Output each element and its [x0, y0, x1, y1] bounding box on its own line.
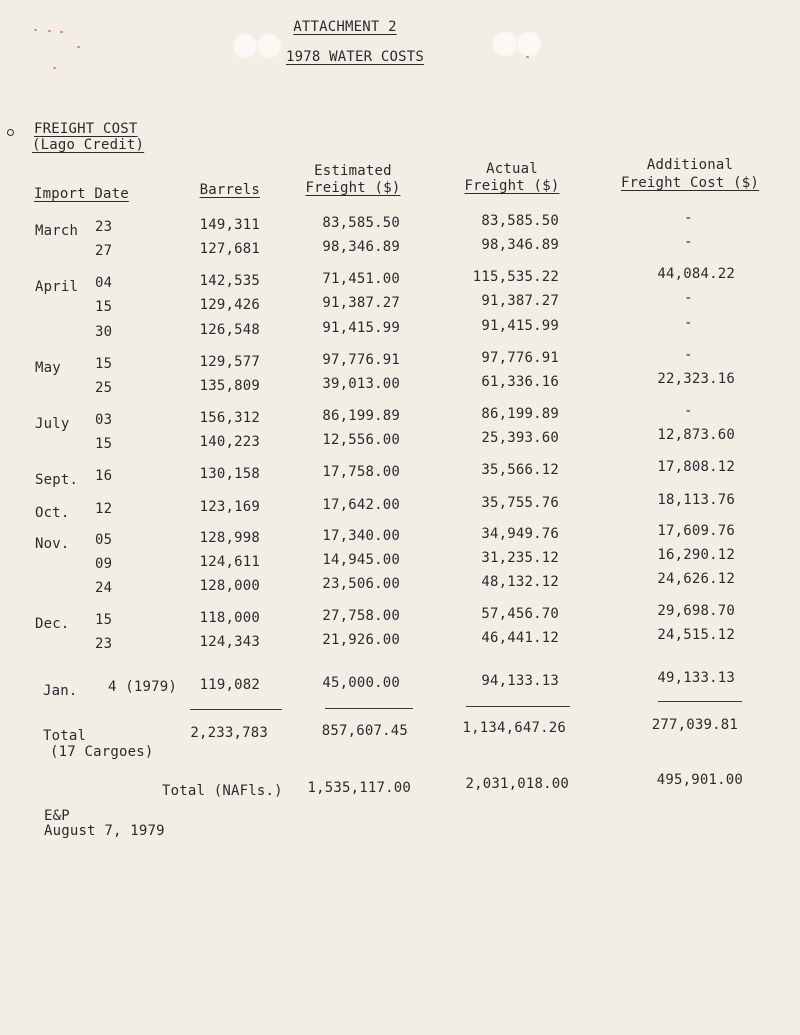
total-estimated: 857,607.45 — [321, 723, 408, 739]
cell-barrels: 127,681 — [199, 241, 260, 257]
cell-additional: 12,873.60 — [657, 427, 735, 443]
bullet-icon — [7, 129, 14, 136]
cell-month: Oct. — [35, 505, 70, 521]
cell-barrels: 140,223 — [199, 434, 260, 450]
attachment-label: ATTACHMENT 2 — [293, 19, 397, 35]
cell-actual: 94,133.13 — [481, 673, 559, 689]
total-rule — [466, 706, 570, 707]
total-actual: 1,134,647.26 — [462, 720, 566, 736]
punch-hole — [492, 31, 518, 57]
cell-estimated: 27,758.00 — [322, 608, 400, 624]
cell-actual: 34,949.76 — [481, 526, 559, 542]
cell-barrels: 126,548 — [199, 322, 260, 338]
total-rule — [325, 708, 413, 709]
punch-hole — [232, 33, 258, 59]
cell-month: Jan. — [43, 683, 78, 699]
total-rule — [190, 709, 282, 710]
total-additional: 277,039.81 — [651, 717, 738, 733]
cell-additional: - — [684, 290, 693, 306]
cell-estimated: 83,585.50 — [322, 215, 400, 231]
cell-month: Dec. — [35, 616, 70, 632]
stain-mark — [34, 29, 37, 31]
punch-hole — [516, 31, 542, 57]
cell-actual: 98,346.89 — [481, 237, 559, 253]
cell-actual: 97,776.91 — [481, 350, 559, 366]
cell-day: 16 — [95, 468, 113, 484]
col-header-actual-l2: Freight ($) — [464, 178, 560, 194]
cell-actual: 61,336.16 — [481, 374, 559, 390]
cell-additional: - — [684, 210, 693, 226]
cell-day: 24 — [95, 580, 113, 596]
cell-day: 04 — [95, 275, 113, 291]
cell-day: 05 — [95, 532, 113, 548]
cell-additional: 17,808.12 — [657, 459, 735, 475]
cell-day: 27 — [95, 243, 113, 259]
cell-day: 15 — [95, 612, 113, 628]
cell-actual: 83,585.50 — [481, 213, 559, 229]
cell-estimated: 91,387.27 — [322, 295, 400, 311]
cell-estimated: 86,199.89 — [322, 408, 400, 424]
cell-additional: 49,133.13 — [657, 670, 735, 686]
cell-estimated: 17,340.00 — [322, 528, 400, 544]
cell-day: 03 — [95, 412, 113, 428]
cell-barrels: 119,082 — [199, 677, 260, 693]
cell-additional: 17,609.76 — [657, 523, 735, 539]
cell-actual: 91,387.27 — [481, 293, 559, 309]
col-header-import-date: Import Date — [34, 186, 129, 202]
section-title: FREIGHT COST — [34, 121, 138, 137]
cell-barrels: 156,312 — [199, 410, 260, 426]
cell-actual: 46,441.12 — [481, 630, 559, 646]
cell-additional: 18,113.76 — [657, 492, 735, 508]
stain-mark — [60, 31, 63, 33]
cell-estimated: 21,926.00 — [322, 632, 400, 648]
cell-additional: 16,290.12 — [657, 547, 735, 563]
cell-additional: 24,515.12 — [657, 627, 735, 643]
total-nafl-label: Total (NAFls.) — [162, 783, 283, 799]
cell-month: Nov. — [35, 536, 70, 552]
cell-month: March — [35, 223, 79, 239]
cell-month: May — [35, 360, 61, 376]
cell-additional: 22,323.16 — [657, 371, 735, 387]
cell-actual: 91,415.99 — [481, 318, 559, 334]
cell-additional: - — [684, 347, 693, 363]
total-nafl-actual: 2,031,018.00 — [465, 776, 569, 792]
cell-additional: - — [684, 403, 693, 419]
footer-initials: E&P — [44, 808, 70, 824]
cell-estimated: 97,776.91 — [322, 352, 400, 368]
cell-day: 23 — [95, 219, 113, 235]
cell-barrels: 124,343 — [199, 634, 260, 650]
cell-barrels: 129,577 — [199, 354, 260, 370]
cell-estimated: 45,000.00 — [322, 675, 400, 691]
col-header-additional-l2: Freight Cost ($) — [620, 175, 760, 191]
cell-estimated: 12,556.00 — [322, 432, 400, 448]
cell-estimated: 17,642.00 — [322, 497, 400, 513]
total-nafl-additional: 495,901.00 — [656, 772, 743, 788]
col-header-actual-l1: Actual — [486, 161, 538, 177]
cell-estimated: 23,506.00 — [322, 576, 400, 592]
cell-day: 25 — [95, 380, 113, 396]
cell-barrels: 135,809 — [199, 378, 260, 394]
cell-barrels: 128,000 — [199, 578, 260, 594]
cell-barrels: 142,535 — [199, 273, 260, 289]
cell-actual: 35,566.12 — [481, 462, 559, 478]
cell-estimated: 17,758.00 — [322, 464, 400, 480]
page-title: 1978 WATER COSTS — [285, 49, 425, 65]
cell-month: April — [35, 279, 79, 295]
stain-mark — [77, 46, 80, 48]
total-nafl-estimated: 1,535,117.00 — [307, 780, 411, 796]
cell-day: 12 — [95, 501, 113, 517]
cell-day: 15 — [95, 436, 113, 452]
cell-actual: 31,235.12 — [481, 550, 559, 566]
cell-additional: - — [684, 315, 693, 331]
cell-actual: 57,456.70 — [481, 606, 559, 622]
cell-estimated: 98,346.89 — [322, 239, 400, 255]
cell-actual: 48,132.12 — [481, 574, 559, 590]
col-header-barrels: Barrels — [199, 182, 260, 198]
cell-month: July — [35, 416, 70, 432]
cell-barrels: 124,611 — [199, 554, 260, 570]
cell-barrels: 149,311 — [199, 217, 260, 233]
total-label: Total — [43, 728, 87, 744]
cell-estimated: 91,415.99 — [322, 320, 400, 336]
cell-day: 23 — [95, 636, 113, 652]
stain-mark — [526, 56, 529, 58]
cell-additional: 29,698.70 — [657, 603, 735, 619]
cell-additional: 24,626.12 — [657, 571, 735, 587]
cell-actual: 35,755.76 — [481, 495, 559, 511]
cell-barrels: 129,426 — [199, 297, 260, 313]
cell-day: 4 (1979) — [108, 679, 178, 695]
cell-estimated: 14,945.00 — [322, 552, 400, 568]
total-sublabel: (17 Cargoes) — [50, 744, 154, 760]
cell-barrels: 123,169 — [199, 499, 260, 515]
cell-actual: 25,393.60 — [481, 430, 559, 446]
total-rule — [658, 701, 742, 702]
punch-hole — [256, 33, 282, 59]
cell-barrels: 128,998 — [199, 530, 260, 546]
cell-day: 30 — [95, 324, 113, 340]
cell-estimated: 39,013.00 — [322, 376, 400, 392]
cell-additional: - — [684, 234, 693, 250]
cell-day: 15 — [95, 299, 113, 315]
cell-actual: 115,535.22 — [472, 269, 559, 285]
cell-barrels: 118,000 — [199, 610, 260, 626]
col-header-estimated-l2: Freight ($) — [305, 180, 401, 196]
cell-barrels: 130,158 — [199, 466, 260, 482]
section-subtitle: (Lago Credit) — [32, 137, 145, 153]
stain-mark — [53, 67, 56, 69]
total-barrels: 2,233,783 — [190, 725, 268, 741]
footer-date: August 7, 1979 — [44, 823, 165, 839]
cell-day: 15 — [95, 356, 113, 372]
cell-additional: 44,084.22 — [657, 266, 735, 282]
col-header-estimated-l1: Estimated — [314, 163, 392, 179]
cell-estimated: 71,451.00 — [322, 271, 400, 287]
col-header-additional-l1: Additional — [646, 157, 734, 173]
stain-mark — [48, 30, 51, 32]
cell-actual: 86,199.89 — [481, 406, 559, 422]
cell-month: Sept. — [35, 472, 79, 488]
cell-day: 09 — [95, 556, 113, 572]
